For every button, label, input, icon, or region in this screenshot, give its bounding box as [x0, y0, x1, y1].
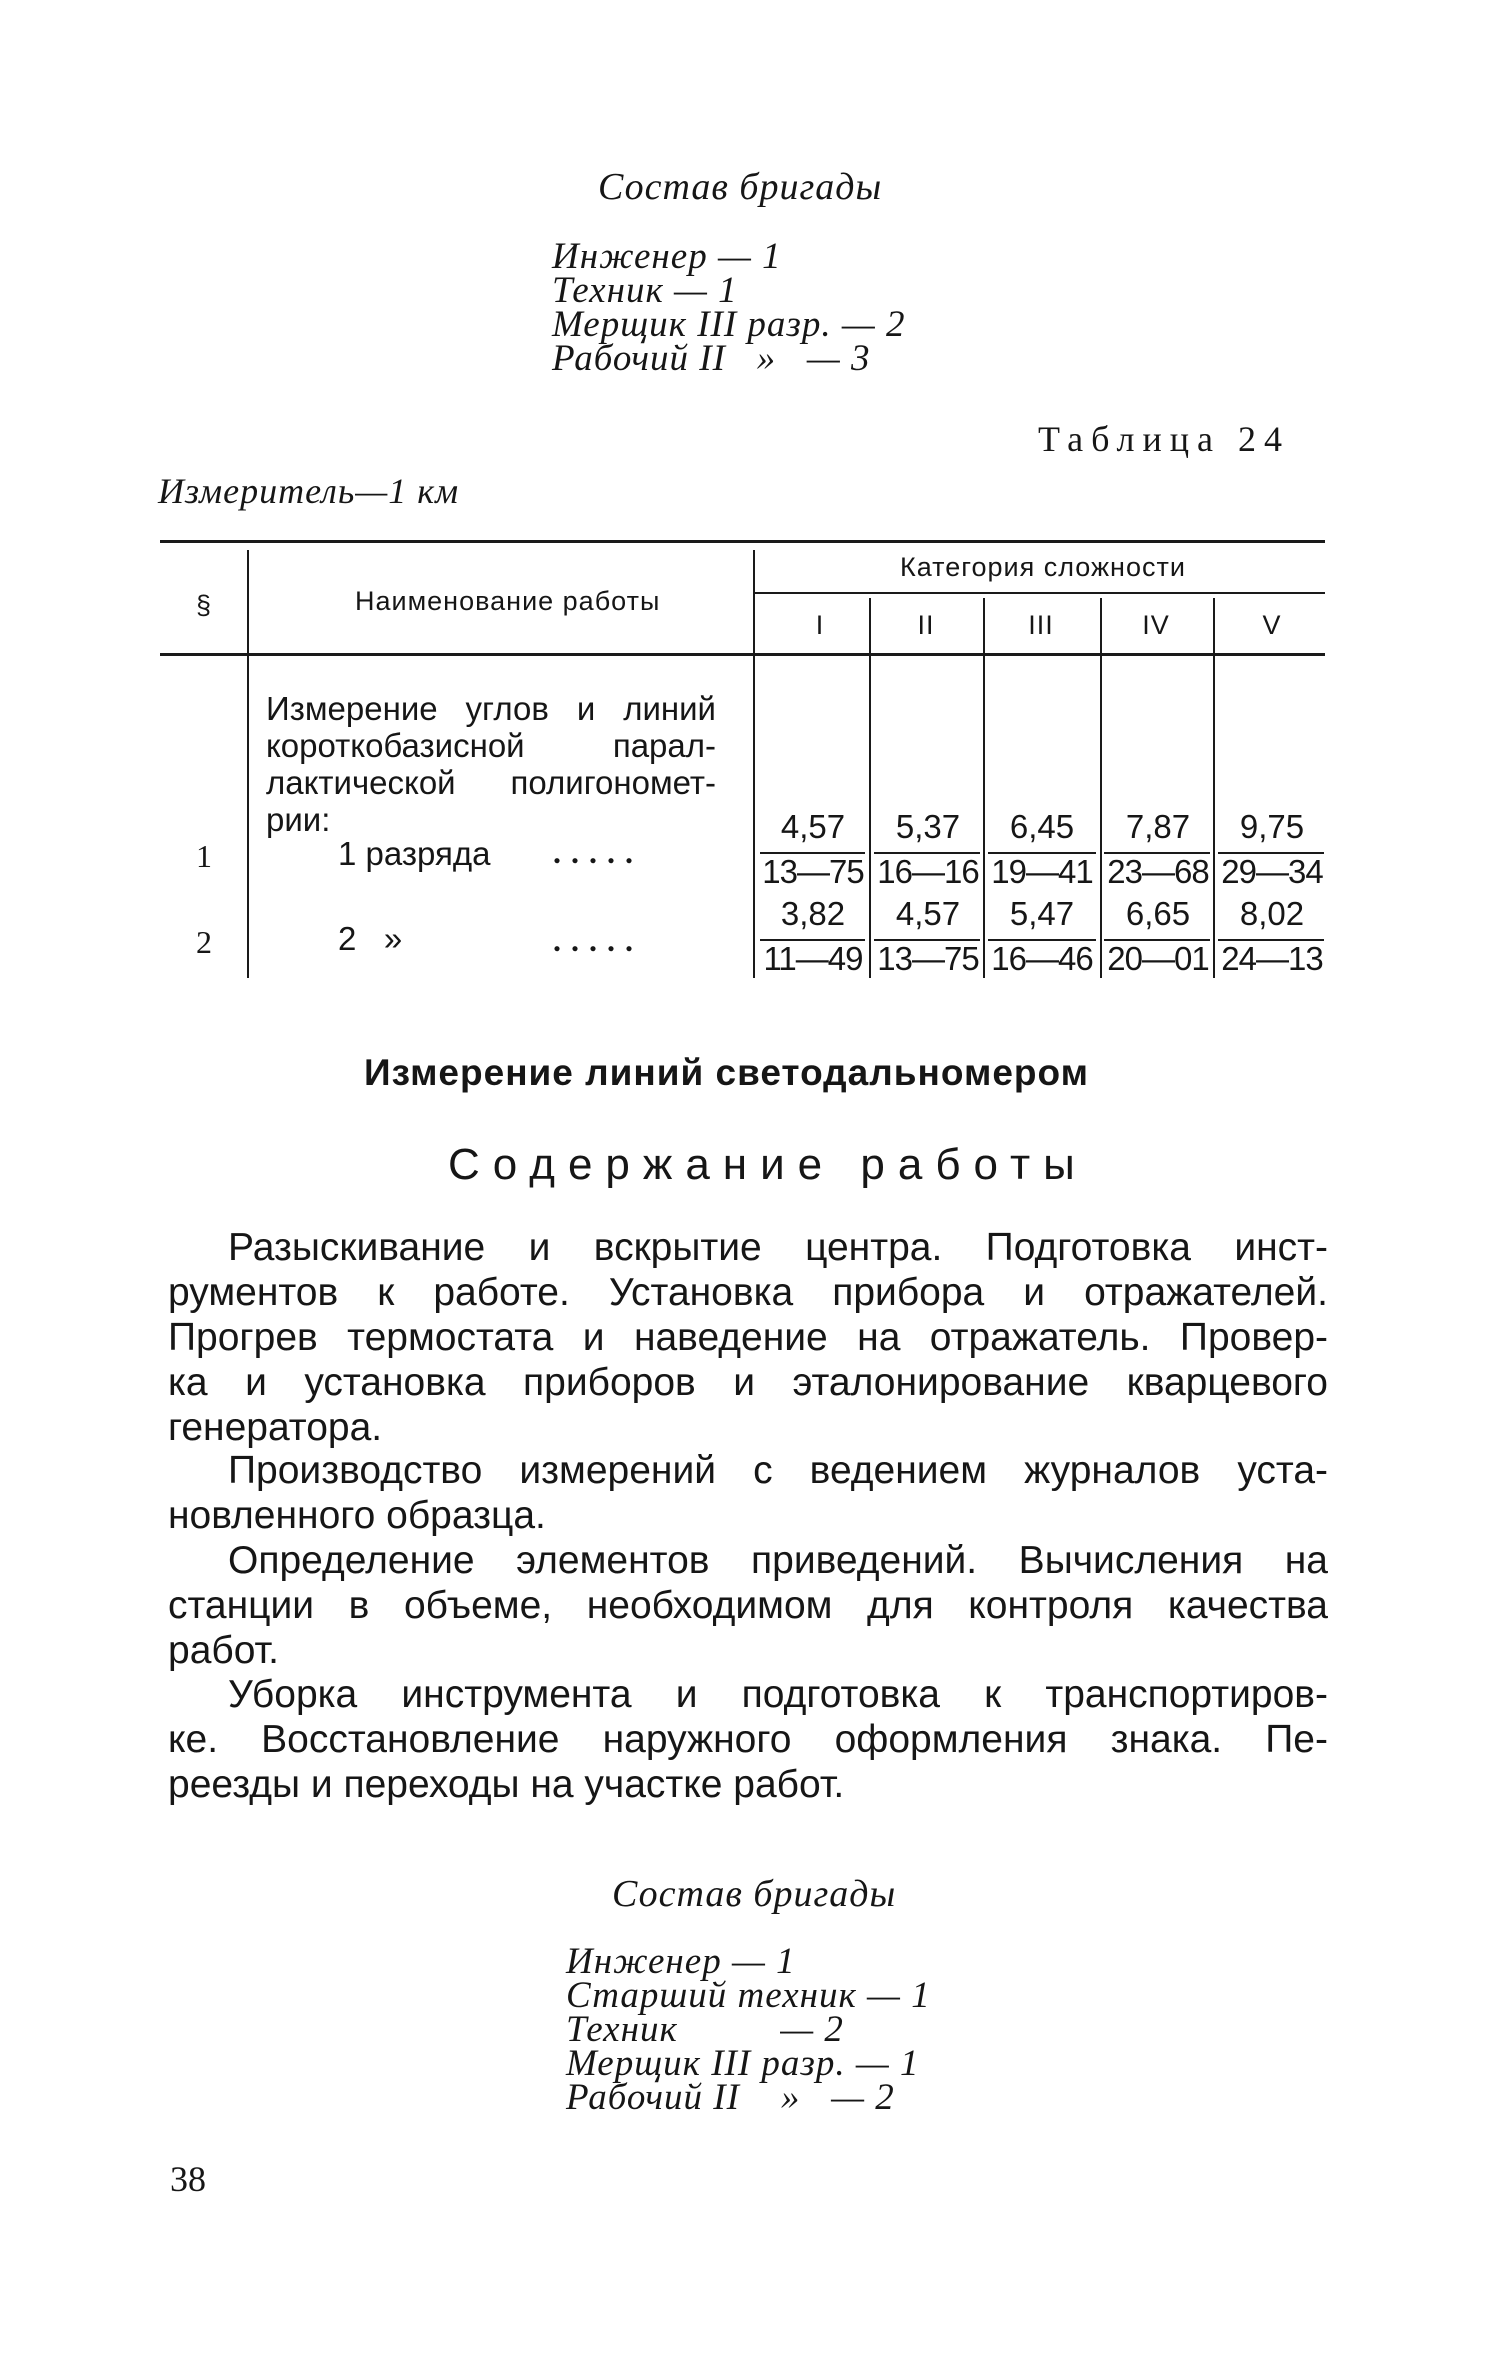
paragraph-line: новленного образца.: [168, 1494, 546, 1537]
row-name: 2 »: [338, 920, 403, 957]
code-cell: 24—13: [1221, 940, 1323, 977]
paragraph-line: реезды и переходы на участке работ.: [168, 1763, 845, 1806]
paragraph-line: Уборка инструмента и подготовка к транспортиров-: [228, 1673, 1328, 1716]
row-number: 1: [196, 838, 212, 874]
col-header-category: III: [1028, 610, 1054, 640]
description-line: рии:: [266, 801, 331, 838]
code-cell: 13—75: [762, 853, 864, 890]
table-caption: Таблица 24: [1038, 419, 1290, 459]
brigade-line: Старший техник — 1: [566, 1975, 931, 2016]
paragraph-line: Определение элементов приведений. Вычисления на: [228, 1539, 1328, 1582]
paragraph-line: Производство измерений с ведением журналов уста-: [228, 1449, 1328, 1492]
category-group-rule: [753, 592, 1325, 594]
brigade-line: Техник — 1: [552, 270, 738, 311]
brigade-line: Инженер — 1: [552, 236, 782, 277]
unit-label: Измеритель—1 км: [158, 471, 460, 511]
paragraph-line: ке. Восстановление наружного оформления знака. Пе-: [168, 1718, 1328, 1761]
value-cell: 5,47: [1009, 895, 1075, 932]
col-header-category-group: Категория сложности: [900, 552, 1186, 582]
value-cell: 9,75: [1239, 808, 1305, 845]
leader-dots: .....: [553, 922, 643, 958]
brigade-line: Мерщик III разр. — 2: [552, 304, 906, 345]
value-cell: 3,82: [780, 895, 846, 932]
value-cell: 4,57: [895, 895, 961, 932]
content-title: Содержание работы: [448, 1140, 1088, 1189]
column-divider: [753, 550, 755, 978]
code-cell: 29—34: [1221, 853, 1323, 890]
description-line: Измерение углов и линий: [266, 690, 716, 727]
brigade-list-top: [552, 236, 906, 379]
column-divider: [247, 550, 249, 978]
page-number: 38: [170, 2159, 206, 2199]
brigade-line: Мерщик III разр. — 1: [566, 2043, 920, 2084]
col-header-paragraph: §: [196, 590, 213, 620]
col-header-category: II: [917, 610, 935, 640]
value-cell: 6,45: [1009, 808, 1075, 845]
code-cell: 11—49: [763, 940, 863, 977]
brigade-line: Рабочий II » — 2: [566, 2077, 895, 2118]
work-description: [266, 690, 716, 838]
description-line: короткобазисной парал-: [266, 727, 716, 764]
brigade-line: Инженер — 1: [566, 1941, 796, 1982]
value-cell: 5,37: [895, 808, 961, 845]
paragraph-line: ка и установка приборов и эталонирование кварцевого: [168, 1361, 1328, 1404]
brigade-list-bottom: [566, 1941, 931, 2118]
table-top-rule: [160, 540, 1325, 543]
description-line: лактической полигономет-: [266, 764, 716, 801]
paragraph-line: работ.: [168, 1629, 279, 1672]
leader-dots: .....: [553, 834, 643, 870]
paragraph: [168, 1448, 1328, 1538]
code-cell: 16—16: [877, 853, 979, 890]
paragraph-line: рументов к работе. Установка прибора и отражателей.: [168, 1271, 1328, 1314]
col-header-category: I: [815, 610, 825, 640]
brigade-line: Рабочий II » — 3: [552, 338, 871, 379]
paragraph-line: генератора.: [168, 1406, 383, 1449]
code-cell: 23—68: [1107, 853, 1209, 890]
row-name: 1 разряда: [338, 835, 491, 872]
brigade-heading-top: Состав бригады: [598, 166, 883, 208]
col-header-work-name: Наименование работы: [355, 586, 661, 616]
brigade-heading-bottom: Состав бригады: [612, 1873, 897, 1915]
value-cell: 6,65: [1125, 895, 1191, 932]
value-cell: 4,57: [780, 808, 846, 845]
value-cell: 8,02: [1239, 895, 1305, 932]
section-title: Измерение линий светодальномером: [364, 1052, 1089, 1093]
paragraph: [168, 1672, 1328, 1807]
col-header-category: V: [1262, 610, 1282, 640]
code-cell: 13—75: [877, 940, 979, 977]
brigade-line: Техник — 2: [566, 2009, 844, 2050]
col-header-category: IV: [1142, 610, 1170, 640]
table-header-rule: [160, 653, 1325, 656]
value-cell: 7,87: [1125, 808, 1191, 845]
paragraph: [168, 1225, 1328, 1450]
row-number: 2: [196, 924, 212, 960]
code-cell: 19—41: [991, 853, 1093, 890]
paragraph: [168, 1538, 1328, 1673]
paragraph-line: Разыскивание и вскрытие центра. Подготовка инст-: [228, 1226, 1328, 1269]
paragraph-line: Прогрев термостата и наведение на отражатель. Провер-: [168, 1316, 1328, 1359]
code-cell: 20—01: [1107, 940, 1209, 977]
code-cell: 16—46: [991, 940, 1093, 977]
paragraph-line: станции в объеме, необходимом для контроля качества: [168, 1584, 1328, 1627]
column-divider: [869, 598, 871, 978]
